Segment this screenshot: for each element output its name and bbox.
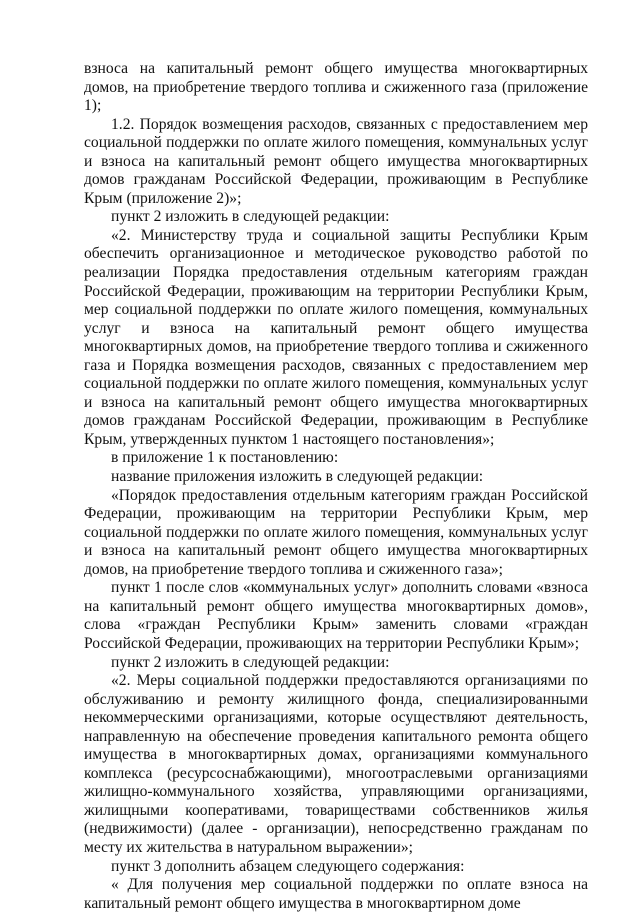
document-paragraph: « Для получения мер социальной поддержки по оплате взноса на капитальный ремонт общего имущества в многоквартирном доме [84,876,588,912]
document-paragraph: «2. Меры социальной поддержки предоставляются организациями по обслуживанию и ремонту жилищного фонда, специализированными некоммерческими организациями, которые осуществляют деятельность, направленную на обеспечение проведения капитального ремонта общего имущества в многоквартирных домах, организациями коммунального комплекса (ресурсоснабжающими), многоотраслевыми организациями жилищно-коммунального хозяйства, управляющими организациями, жилищными кооперативами, товариществами собственников жилья (недвижимости) (далее - организации), непосредственно гражданам по месту их жительства в натуральном выражении»; [84,672,588,856]
document-paragraph: «2. Министерству труда и социальной защиты Республики Крым обеспечить организационное и методическое руководство работой по реализации Порядка предоставления отдельным категориям граждан Российской Федерации, проживающим на территории Республики Крым, мер социальной поддержки по оплате жилого помещения, коммунальных услуг и взноса на капитальный ремонт общего имущества многоквартирных домов, на приобретение твердого топлива и сжиженного газа и Порядка возмещения расходов, связанных с предоставлением мер социальной поддержки по оплате жилого помещения, коммунальных услуг и взноса на капитальный ремонт общего имущества многоквартирных домов гражданам Российской Федерации, проживающим в Республике Крым, утвержденных пунктом 1 настоящего постановления»; [84,226,588,448]
document-paragraph: 1.2. Порядок возмещения расходов, связанных с предоставлением мер социальной поддержки по оплате жилого помещения, коммунальных услуг и взноса на капитальный ремонт общего имущества многоквартирных домов гражданам Российской Федерации, проживающим в Республике Крым (приложение 2)»; [84,115,588,207]
document-paragraph: пункт 1 после слов «коммунальных услуг» дополнить словами «взноса на капитальный ремонт общего имущества многоквартирных домов», слова «граждан Республики Крым» заменить словами «граждан Российской Федерации, проживающих на территории Республики Крым»; [84,579,588,652]
document-page [84,60,588,913]
document-paragraph: название приложения изложить в следующей редакции: [111,468,484,486]
document-paragraph: «Порядок предоставления отдельным категориям граждан Российской Федерации, проживающим на территории Республики Крым, мер социальной поддержки по оплате жилого помещения, коммунальных услуг и взноса на капитальный ремонт общего имущества многоквартирных домов, на приобретение твердого топлива и сжиженного газа»; [84,486,588,578]
document-paragraph: пункт 3 дополнить абзацем следующего содержания: [111,857,465,875]
document-paragraph: пункт 2 изложить в следующей редакции: [111,653,390,671]
document-paragraph: взноса на капитальный ремонт общего имущества многоквартирных домов, на приобретение твердого топлива и сжиженного газа (приложение 1); [84,60,588,115]
document-paragraph: в приложение 1 к постановлению: [111,449,339,467]
document-paragraph: пункт 2 изложить в следующей редакции: [111,208,390,226]
